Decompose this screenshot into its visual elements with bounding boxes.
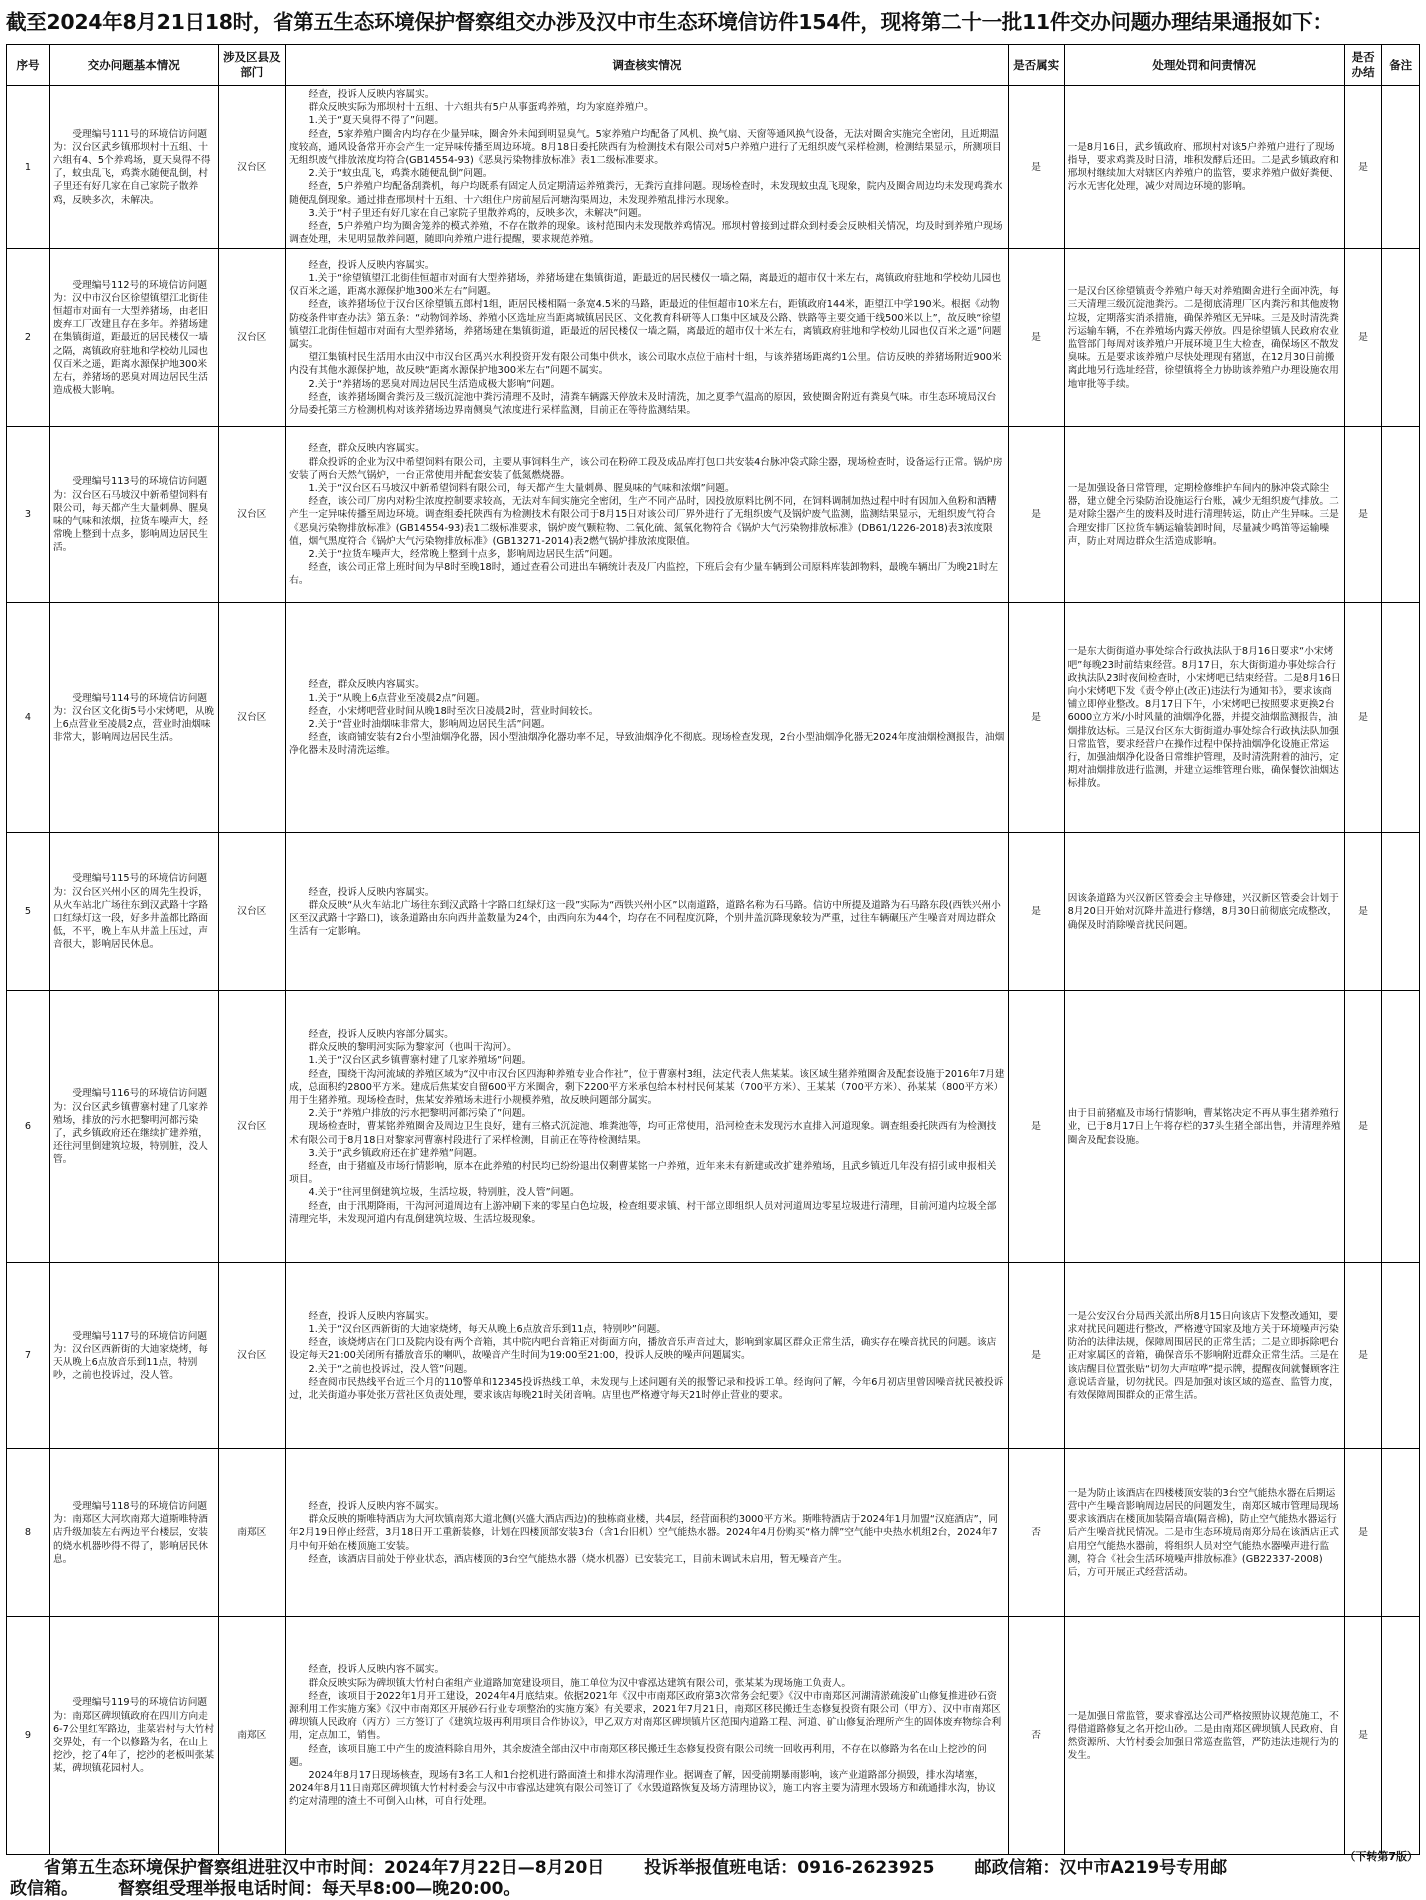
issue-description: 受理编号116号的环境信访问题为：汉台区武乡镇曹寨村建了几家养殖场，排放的污水把黎明河都污染了，武乡镇政府还在继续扩建养殖，还往河里倒建筑垃圾，特别脏，没人管。	[49, 991, 218, 1263]
finding-paragraph: 1.关于“汉台区石马坡汉中新希望饲料有限公司，每天都产生大量刺鼻、腥臭味的气味和浓烟”问题。	[308, 482, 735, 494]
completed-flag: 是	[1344, 427, 1382, 603]
table-row	[7, 991, 1420, 1263]
remark	[1382, 603, 1420, 833]
issue-description: 受理编号115号的环境信访问题为：汉台区兴州小区的周先生投诉，从火车站北广场往东到汉武路十字路口红绿灯这一段，好多井盖都比路面低，不平，晚上车从井盖上压过，声音很大，影响居民休息。	[49, 833, 218, 991]
finding-paragraph: 经查，投诉人反映内容不属实。	[308, 1664, 445, 1676]
remark	[1382, 991, 1420, 1263]
finding-paragraph: 1.关于“汉台区西新街的大迪家烧烤，每天从晚上6点放音乐到11点，特别吵”问题。	[308, 1323, 666, 1335]
finding-paragraph: 群众反映“从火车站北广场往东到汉武路十字路口红绿灯这一段”实际为“西铁兴州小区”以南道路，道路名称为石马路。信访中所提及道路为石马路东段(西铁兴州小区至汉武路十字路口)，该条道路由东向西井盖数量为24个，由西向东为44个，均存在不同程度沉降，个别井盖沉降现象较为严重，过往车辆碾压产生噪音对周边群众生活有一定影响。	[289, 899, 1001, 938]
finding-paragraph: 3.关于“村子里还有好几家在自己家院子里散养鸡的，反映多次，未解决”问题。	[308, 207, 648, 219]
district: 汉台区	[218, 991, 286, 1263]
district: 汉台区	[218, 603, 286, 833]
table-row	[7, 427, 1420, 603]
finding-paragraph: 经查，5户养殖户均为圈舍笼养的模式养殖，不存在散养的现象。该村范围内未发现散养鸡情况。邢坝村曾接到过群众到村委会反映相关情况，均及时到养殖户现场调查处理，未见明显散养问题，随即向养殖户进行提醒，要求规范养殖。	[289, 221, 1003, 246]
finding-paragraph: 2.关于“之前也投诉过，没人管”问题。	[308, 1363, 474, 1375]
finding-paragraph: 1.关于“夏天臭得不得了”问题。	[308, 115, 445, 127]
row-number: 6	[7, 991, 50, 1263]
investigation-findings	[286, 603, 1009, 833]
remark	[1382, 249, 1420, 427]
footer-inspection-time: 省第五生态环境保护督察组进驻汉中市时间：2024年7月22日—8月20日	[44, 1858, 605, 1878]
verified-flag: 是	[1008, 249, 1064, 427]
header-district: 涉及区县及部门	[218, 45, 286, 86]
finding-paragraph: 2.关于“蚊虫乱飞，鸡粪水随便乱倒”问题。	[308, 168, 493, 180]
header-remark: 备注	[1382, 45, 1420, 86]
footer-hotline: 投诉举报值班电话：0916-2623925	[644, 1858, 935, 1878]
row-number: 2	[7, 249, 50, 427]
finding-paragraph: 1.关于“汉台区武乡镇曹寨村建了几家养殖场”问题。	[308, 1055, 532, 1067]
handling-measures: 由于目前猪瘟及市场行情影响，曹某铭决定不再从事生猪养殖行业，已于8月17日上午将存栏的37头生猪全部出售，并清理养殖圈舍及配套设施。	[1064, 991, 1344, 1263]
header-finding: 调查核实情况	[286, 45, 1009, 86]
header-no: 序号	[7, 45, 50, 86]
investigation-findings	[286, 86, 1009, 249]
finding-paragraph: 经查，群众反映内容属实。	[308, 443, 425, 455]
verified-flag: 否	[1008, 1617, 1064, 1855]
table-row	[7, 1263, 1420, 1449]
finding-paragraph: 经查，5户养殖户均配备刮粪机，每户均既系有固定人员定期清运养殖粪污，无粪污直排问题。现场检查时，未发现蚊虫乱飞现象，院内及圈舍周边均未发现鸡粪水随便乱倒现象。通过排查邢坝村十五组、十六组住户房前屋后河塘沟渠周边，未发现养殖乱排污水现象。	[289, 181, 1003, 206]
completed-flag: 是	[1344, 603, 1382, 833]
issue-description: 受理编号111号的环境信访问题为：汉台区武乡镇邢坝村十五组、十六组有4、5个养鸡场，夏天臭得不得了，蚊虫乱飞，鸡粪水随便乱倒，村子里还有好几家在自己家院子散养鸡，反映多次，未解决。	[49, 86, 218, 249]
handling-measures: 一是东大街街道办事处综合行政执法队于8月16日要求“小宋烤吧”每晚23时前结束经营。8月17日，东大街街道办事处综合行政执法队23时夜间检查时，小宋烤吧已结束经营。二是8月16日向小宋烤吧下发《责令停止(改正)违法行为通知书》，要求该商铺立即停业整改。8月17日下午，小宋烤吧已按照要求更换2台6000立方米/小时风量的油烟净化器，并提交油烟监测报告，油烟排放达标。三是汉台区东大街街道办事处综合行政执法队加强日常监管，要求经营户在操作过程中保持油烟净化设施正常运行，加强油烟净化设备日常维护管理，及时清洗附着的油污，定期对油烟排放进行监测，并建立运维管理台账，确保餐饮油烟达标排放。	[1064, 603, 1344, 833]
continuation-note: （下转第7版）	[1344, 1850, 1418, 1863]
handling-measures: 一是8月16日，武乡镇政府、邢坝村对该5户养殖户进行了现场指导，要求鸡粪及时日清，堆积发酵后还田。二是武乡镇政府和邢坝村继续加大对辖区内养殖户的监管，要求养殖户做好粪便、污水无害化处理，减少对周边环境的影响。	[1064, 86, 1344, 249]
table-row	[7, 603, 1420, 833]
completed-flag: 是	[1344, 1449, 1382, 1617]
finding-paragraph: 4.关于“往河里倒建筑垃圾，生活垃圾，特别脏，没人管”问题。	[308, 1187, 580, 1199]
completed-flag: 是	[1344, 249, 1382, 427]
finding-paragraph: 经查，该公司厂房内对粉尘浓度控制要求较高，无法对车间实施完全密闭，生产不同产品时，因投放原料比例不同，在饲料调制加热过程中时有因加入鱼粉和酒糟产生一定异味传播至周边环境。调查组委托陕西有为检测技术有限公司于8月15日对该公司厂界外进行了无组织废气及锅炉废气监测，监测结果显示，无组织废气符合《恶臭污染物排放标准》(GB14554-93)表1二级标准要求，锅炉废气颗粒物、二氧化硫、氮氧化物符合《锅炉大气污染物排放标准》(DB61/1226-2018)表3浓度限值，烟气黑度符合《锅炉大气污染物排放标准》(GB13271-2014)表2燃气锅炉排放浓度限值。	[289, 496, 997, 547]
finding-paragraph: 经查，群众反映内容属实。	[308, 679, 425, 691]
verified-flag: 是	[1008, 991, 1064, 1263]
remark	[1382, 1617, 1420, 1855]
district: 汉台区	[218, 427, 286, 603]
table-row	[7, 1449, 1420, 1617]
handling-measures: 因该条道路为兴汉新区管委会主导修建，兴汉新区管委会计划于8月20日开始对沉降井盖进行修缮，8月30日前彻底完成整改，确保及时消除噪音扰民问题。	[1064, 833, 1344, 991]
verified-flag: 是	[1008, 833, 1064, 991]
finding-paragraph: 群众反映的黎明河实际为黎家河（也叫干沟河）。	[308, 1042, 517, 1054]
finding-paragraph: 1.关于“徐望镇望江北街佳恒超市对面有大型养猪场，养猪场建在集镇街道，距最近的居民楼仅一墙之隔，离最近的超市仅十米左右，离镇政府驻地和学校幼儿园也仅百米之遥，距离水源保护地300米左右”问题。	[289, 272, 1001, 298]
investigation-findings	[286, 1617, 1009, 1855]
table-row	[7, 86, 1420, 249]
table-row	[7, 249, 1420, 427]
finding-paragraph: 群众反映实际为邢坝村十五组、十六组共有5户从事蛋鸡养殖，均为家庭养殖户。	[308, 102, 654, 114]
finding-paragraph: 经查，投诉人反映内容不属实。	[308, 1500, 445, 1512]
issue-description: 受理编号113号的环境信访问题为：汉台区石马坡汉中新希望饲料有限公司，每天都产生大量刺鼻、腥臭味的气味和浓烟，拉货车噪声大，经常晚上整到十点多，影响周边居民生活。	[49, 427, 218, 603]
completed-flag: 是	[1344, 1617, 1382, 1855]
row-number: 3	[7, 427, 50, 603]
remark	[1382, 1263, 1420, 1449]
district: 南郑区	[218, 1617, 286, 1855]
finding-paragraph: 2.关于“养殖户排放的污水把黎明河都污染了”问题。	[308, 1108, 532, 1120]
finding-paragraph: 经查阅市民热线平台近三个月的110警单和12345投诉热线工单，未发现与上述问题有关的报警记录和投诉工单。经询问了解，今年6月初店里曾因噪音扰民被投诉过，北关街道办事处张万营社区负责处理，要求该店每晚21时关闭音响。店里也严格遵守每天21时停止营业的要求。	[289, 1376, 1004, 1401]
footer	[10, 1858, 1418, 1900]
remark	[1382, 86, 1420, 249]
finding-paragraph: 经查，投诉人反映内容属实。	[308, 89, 435, 100]
finding-paragraph: 经查，该商铺安装有2台小型油烟净化器，因小型油烟净化器功率不足，导致油烟净化不彻底。现场检查发现，2台小型油烟净化器无2024年度油烟检测报告，油烟净化器未及时清洗运维。	[289, 732, 1005, 757]
header-true-flag: 是否属实	[1008, 45, 1064, 86]
issue-description: 受理编号117号的环境信访问题为：汉台区西新街的大迪家烧烤，每天从晚上6点放音乐到11点，特别吵，之前也投诉过，没人管。	[49, 1263, 218, 1449]
issue-description: 受理编号119号的环境信访问题为：南郑区碑坝镇政府在四川方向走6-7公里红军路边，韭菜岩村与大竹村交界处，有一个以修路为名，在山上挖沙，挖了4年了，挖沙的老板叫张某某，碑坝镇花园村人。	[49, 1617, 218, 1855]
finding-paragraph: 经查，该养猪场位于汉台区徐望镇五郎村1组，距居民楼相隔一条宽4.5米的马路，距最近的佳恒超市10米左右，距镇政府144米，距望江中学190米。根据《动物防疫条件审查办法》第五条：“动物饲养场、养殖小区选址应当距离城镇居民区、文化教育科研等人口集中区域及公路、铁路等主要交通干线500米以上”，故反映“徐望镇望江北街佳恒超市对面有大型养猪场，养猪场建在集镇街道，距最近的居民楼仅一墙之隔，离最近的超市仅十米左右，离镇政府驻地和学校幼儿园也仅百米之遥”问题属实。	[289, 299, 1002, 350]
issue-description: 受理编号114号的环境信访问题为：汉台区文化街5号小宋烤吧，从晚上6点营业至凌晨2点，营业时油烟味非常大，影响周边居民生活。	[49, 603, 218, 833]
notice-table	[6, 44, 1420, 1855]
finding-paragraph: 3.关于“武乡镇政府还在扩建养殖”问题。	[308, 1147, 483, 1159]
district: 汉台区	[218, 86, 286, 249]
investigation-findings	[286, 427, 1009, 603]
finding-paragraph: 望江集镇村民生活用水由汉中市汉台区禹兴水利投资开发有限公司集中供水，该公司取水点位于庙村十组，与该养猪场距离约1公里。信访反映的养猪场附近900米内没有其他水源保护地，故反映“距离水源保护地300米左右”问题不属实。	[289, 352, 1002, 377]
header-handling: 处理处罚和问责情况	[1064, 45, 1344, 86]
row-number: 7	[7, 1263, 50, 1449]
header-row	[7, 45, 1420, 86]
finding-paragraph: 经查，该酒店目前处于停业状态，酒店楼顶的3台空气能热水器（烧水机器）已安装完工，目前未调试未启用，暂无噪音产生。	[308, 1553, 848, 1565]
finding-paragraph: 2.关于“养猪场的恶臭对周边居民生活造成极大影响”问题。	[308, 378, 561, 390]
district: 汉台区	[218, 249, 286, 427]
handling-measures: 一是公安汉台分局西关派出所8月15日向该店下发整改通知，要求对扰民问题进行整改，严格遵守国家及地方关于环境噪声污染防治的法律法规，保障周围居民的正常生活；二是立即拆除吧台正对家属区的音箱，确保音乐不影响附近群众正常生活。三是在该店醒目位置张贴“切勿大声喧哗”提示牌，提醒夜间就餐顾客注意说话音量，切勿扰民。四是加强对该区域的巡查、监管力度，有效保障周围群众的正常生活。	[1064, 1263, 1344, 1449]
district: 汉台区	[218, 1263, 286, 1449]
finding-paragraph: 经查，小宋烤吧营业时间从晚18时至次日凌晨2时，营业时间较长。	[308, 705, 599, 717]
verified-flag: 是	[1008, 1263, 1064, 1449]
verified-flag: 是	[1008, 427, 1064, 603]
header-done-flag: 是否办结	[1344, 45, 1382, 86]
remark	[1382, 427, 1420, 603]
finding-paragraph: 现场检查时，曹某铭养殖圈舍及周边卫生良好，建有三格式沉淀池、堆粪池等，均可正常使用，沿河检查未发现污水直排入河道现象。调查组委托陕西有为检测技术有限公司于8月18日对黎家河曹寨村段进行了采样检测，目前正在等待检测结果。	[289, 1121, 997, 1146]
completed-flag: 是	[1344, 833, 1382, 991]
verified-flag: 是	[1008, 603, 1064, 833]
finding-paragraph: 经查，投诉人反映内容属实。	[308, 259, 435, 271]
completed-flag: 是	[1344, 991, 1382, 1263]
finding-paragraph: 经查，投诉人反映内容属实。	[308, 1310, 435, 1322]
investigation-findings	[286, 249, 1009, 427]
remark	[1382, 1449, 1420, 1617]
finding-paragraph: 经查，由于猪瘟及市场行情影响，原本在此养殖的村民均已纷纷退出仅剩曹某铭一户养殖，近年来未有新建或改扩建养殖场，且武乡镇近几年没有招引或申报相关项目。	[289, 1160, 997, 1186]
finding-paragraph: 经查，该公司正常上班时间为早8时至晚18时，通过查看公司进出车辆统计表及厂内监控，下班后会有少量车辆到公司原料库装卸物料，最晚车辆出厂为晚21时左右。	[289, 562, 999, 587]
finding-paragraph: 群众反映实际为碑坝镇大竹村白雀组产业道路加宽建设项目，施工单位为汉中睿泓达建筑有限公司，张某某为现场施工负责人。	[308, 1677, 852, 1689]
finding-paragraph: 经查，该烧烤店在门口及院内设有两个音箱，其中院内吧台音箱正对街面方向，播放音乐声音过大，影响到家属区群众正常生活，确实存在噪音扰民的问题。该店设定每天21:00关闭所有播放音乐的喇叭，故噪音产生时间为19:00至21:00，投诉人反映的噪声问题属实。	[289, 1337, 997, 1362]
footer-mailbox-end: 政信箱。	[10, 1879, 78, 1899]
row-number: 5	[7, 833, 50, 991]
row-number: 1	[7, 86, 50, 249]
finding-paragraph: 1.关于“从晚上6点营业至凌晨2点”问题。	[308, 692, 486, 704]
issue-description: 受理编号118号的环境信访问题为：南郑区大河坎南郑大道斯唯特酒店升级加装左右两边平台楼层，安装的烧水机器吵得不得了，影响居民休息。	[49, 1449, 218, 1617]
footer-hours: 督察组受理举报电话时间：每天早8:00—晚20:00。	[118, 1879, 521, 1899]
headline: 截至2024年8月21日18时，省第五生态环境保护督察组交办涉及汉中市生态环境信访件154件，现将第二十一批11件交办问题办理结果通报如下：	[6, 10, 1333, 34]
district: 汉台区	[218, 833, 286, 991]
header-basic: 交办问题基本情况	[49, 45, 218, 86]
investigation-findings	[286, 1449, 1009, 1617]
investigation-findings	[286, 1263, 1009, 1449]
finding-paragraph: 经查，5家养殖户圈舍内均存在少量异味，圈舍外未闻到明显臭气。5家养殖户均配备了风机、换气扇、天窗等通风换气设备，无法对圈舍实施完全密闭，且近期温度较高，通风设备常开亦会产生一定异味传播至周边环境。8月18日委托陕西有为检测技术有限公司对5户养殖户进行了无组织废气采样检测，检测结果显示，所测项目无组织废气排放浓度均符合(GB14554-93)《恶臭污染物排放标准》表1二级标准要求。	[289, 128, 1002, 167]
finding-paragraph: 经查，该养猪场圈舍粪污及三级沉淀池中粪污清理不及时，清粪车辆露天停放未及时清洗，加之夏季气温高的原因，致使圈舍附近有粪臭气味。市生态环境局汉台分局委托第三方检测机构对该养猪场边界南侧臭气浓度进行采样监测，目前正在等待监测结果。	[289, 391, 997, 416]
handling-measures: 一是汉台区徐望镇责令养殖户每天对养殖圈舍进行全面冲洗，每三天清理三级沉淀池粪污。二是彻底清理厂区内粪污和其他废物垃圾，定期落实消杀措施，确保养殖区无异味。三是及时清洗粪污运输车辆，不在养殖场内露天停放。四是徐望镇人民政府农业监管部门每周对该养殖户开展环境卫生大检查，确保场区不散发臭味。五是要求该养殖户尽快处理现有猪崽，在12月30日前搬离此地另行选址经营，徐望镇将全力协助该养殖户办理设施农用地审批等手续。	[1064, 249, 1344, 427]
finding-paragraph: 2.关于“拉货车噪声大，经常晚上整到十点多，影响周边居民生活”问题。	[308, 548, 619, 560]
finding-paragraph: 经查，该项目于2022年1月开工建设，2024年4月底结束。依据2021年《汉中市南郑区政府第3次常务会纪要》《汉中市南郑区河湖清淤疏浚矿山修复推进砂石资源利用工作实施方案》《汉中市南郑区开展砂石行业专项整治的实施方案》有关要求，2021年7月21日，南郑区移民搬迁生态修复投资有限公司（甲方）、汉中市南郑区碑坝镇人民政府（丙方）三方签订了《建筑垃圾再利用项目合作协议》，甲乙双方对南郑区碑坝镇片区范围内道路工程、河道、矿山修复治理所产生的固体废弃物综合利用，定点加工，销售。	[289, 1690, 1002, 1742]
row-number: 4	[7, 603, 50, 833]
investigation-findings	[286, 833, 1009, 991]
handling-measures: 一是为防止该酒店在四楼楼顶安装的3台空气能热水器在后期运营中产生噪音影响周边居民的问题发生，南郑区城市管理局现场要求该酒店在楼顶加装隔音墙(隔音棉)，防止空气能热水器运行后产生噪音扰民情况。二是市生态环境局南郑分局在该酒店正式启用空气能热水器前，将组织人员对空气能热水器噪声进行监测，符合《社会生活环境噪声排放标准》(GB22337-2008)后，方可开展正式经营活动。	[1064, 1449, 1344, 1617]
issue-description: 受理编号112号的环境信访问题为：汉中市汉台区徐望镇望江北街佳恒超市对面有一大型养猪场，由老旧废弃工厂改建且存在多年。养猪场建在集镇街道，距最近的居民楼仅一墙之隔，离镇政府驻地和学校幼儿园也仅百米之遥，距离水源保护地300米左右，养猪场的恶臭对周边居民生活造成极大影响。	[49, 249, 218, 427]
row-number: 8	[7, 1449, 50, 1617]
table-row	[7, 833, 1420, 991]
handling-measures: 一是加强日常监管，要求睿泓达公司严格按照协议规范施工，不得借道路修复之名开挖山砂。二是由南郑区碑坝镇人民政府、自然资源所、大竹村委会加强日常巡查监管，严防违法违规行为的发生。	[1064, 1617, 1344, 1855]
finding-paragraph: 经查，投诉人反映内容属实。	[308, 886, 435, 898]
table-row	[7, 1617, 1420, 1855]
finding-paragraph: 经查，围绕干沟河流域的养殖区域为“汉中市汉台区四海种养殖专业合作社”，位于曹寨村3组，法定代表人焦某某。该区域生猪养殖圈舍及配套设施于2016年7月建成，总面积约2800平方米。建成后焦某安自留600平方米圈舍，剩下2200平方米承包给本村村民何某某（700平方米）、王某某（700平方米）、孙某某（800平方米）用于生猪养殖。现场检查时，焦某安养殖场未进行小规模养殖，故反映问题部分属实。	[289, 1068, 1005, 1106]
finding-paragraph: 经查，该项目施工中产生的废渣料除自用外，其余废渣全部由汉中市南郑区移民搬迁生态修复投资有限公司统一回收再利用，不存在以修路为名在山上挖沙的问题。	[289, 1743, 987, 1768]
row-number: 9	[7, 1617, 50, 1855]
finding-paragraph: 2024年8月17日现场核查，现场有3名工人和1台挖机进行路面渣土和排水沟清理作业。据调查了解，因受前期暴雨影响，该产业道路部分损毁，排水沟堵塞，2024年8月11日南郑区碑坝镇大竹村村委会与汉中市睿泓达建筑有限公司签订了《水毁道路恢复及场方清理协议》，施工内容主要为清理水毁场方和疏通排水沟，协议约定对清理的渣土不可倒入山林，可自行处理。	[289, 1769, 996, 1808]
finding-paragraph: 经查，由于汛期降雨，干沟河河道周边有上游冲刷下来的零星白色垃圾，检查组要求镇、村干部立即组织人员对河道周边零星垃圾进行清理，目前河道内垃圾全部清理完毕，未发现河道内有乱倒建筑垃圾、生活垃圾现象。	[289, 1200, 997, 1225]
completed-flag: 是	[1344, 1263, 1382, 1449]
finding-paragraph: 群众反映的斯唯特酒店为大河坎镇南郑大道北侧(兴盛大酒店西边)的独栋商业楼，共4层，经营面积约3000平方米。斯唯特酒店于2024年1月加盟“汉庭酒店”，同年2月19日停止经营，3月18日开工重新装修，计划在四楼顶部安装3台（含1台旧机）空气能热水器。2024年4月份购买“格力牌”空气能中央热水机组2台，2024年7月中旬开始在楼顶施工安装。	[289, 1514, 999, 1552]
district: 南郑区	[218, 1449, 286, 1617]
remark	[1382, 833, 1420, 991]
handling-measures: 一是加强设备日常管理，定期检修维护车间内的脉冲袋式除尘器，建立健全污染防治设施运行台账，减少无组织废气排放。二是对除尘器产生的废料及时进行清理转运，防止产生异味。三是合理安排厂区拉货车辆运输装卸时间，尽量减少鸣笛等运输噪声，防止对周边群众生活造成影响。	[1064, 427, 1344, 603]
footer-mailbox: 邮政信箱：汉中市A219号专用邮	[974, 1858, 1228, 1878]
investigation-findings	[286, 991, 1009, 1263]
finding-paragraph: 群众投诉的企业为汉中希望饲料有限公司，主要从事饲料生产，该公司在粉碎工段及成品库打包口共安装4台脉冲袋式除尘器，现场检查时，设备运行正常。锅炉房安装了两台天然气锅炉，一台正常使用并配套安装了低氮燃烧器。	[289, 456, 1003, 481]
finding-paragraph: 2.关于“营业时油烟味非常大，影响周边居民生活”问题。	[308, 718, 551, 730]
finding-paragraph: 经查，投诉人反映内容部分属实。	[308, 1028, 454, 1040]
verified-flag: 是	[1008, 86, 1064, 249]
verified-flag: 否	[1008, 1449, 1064, 1617]
completed-flag: 是	[1344, 86, 1382, 249]
